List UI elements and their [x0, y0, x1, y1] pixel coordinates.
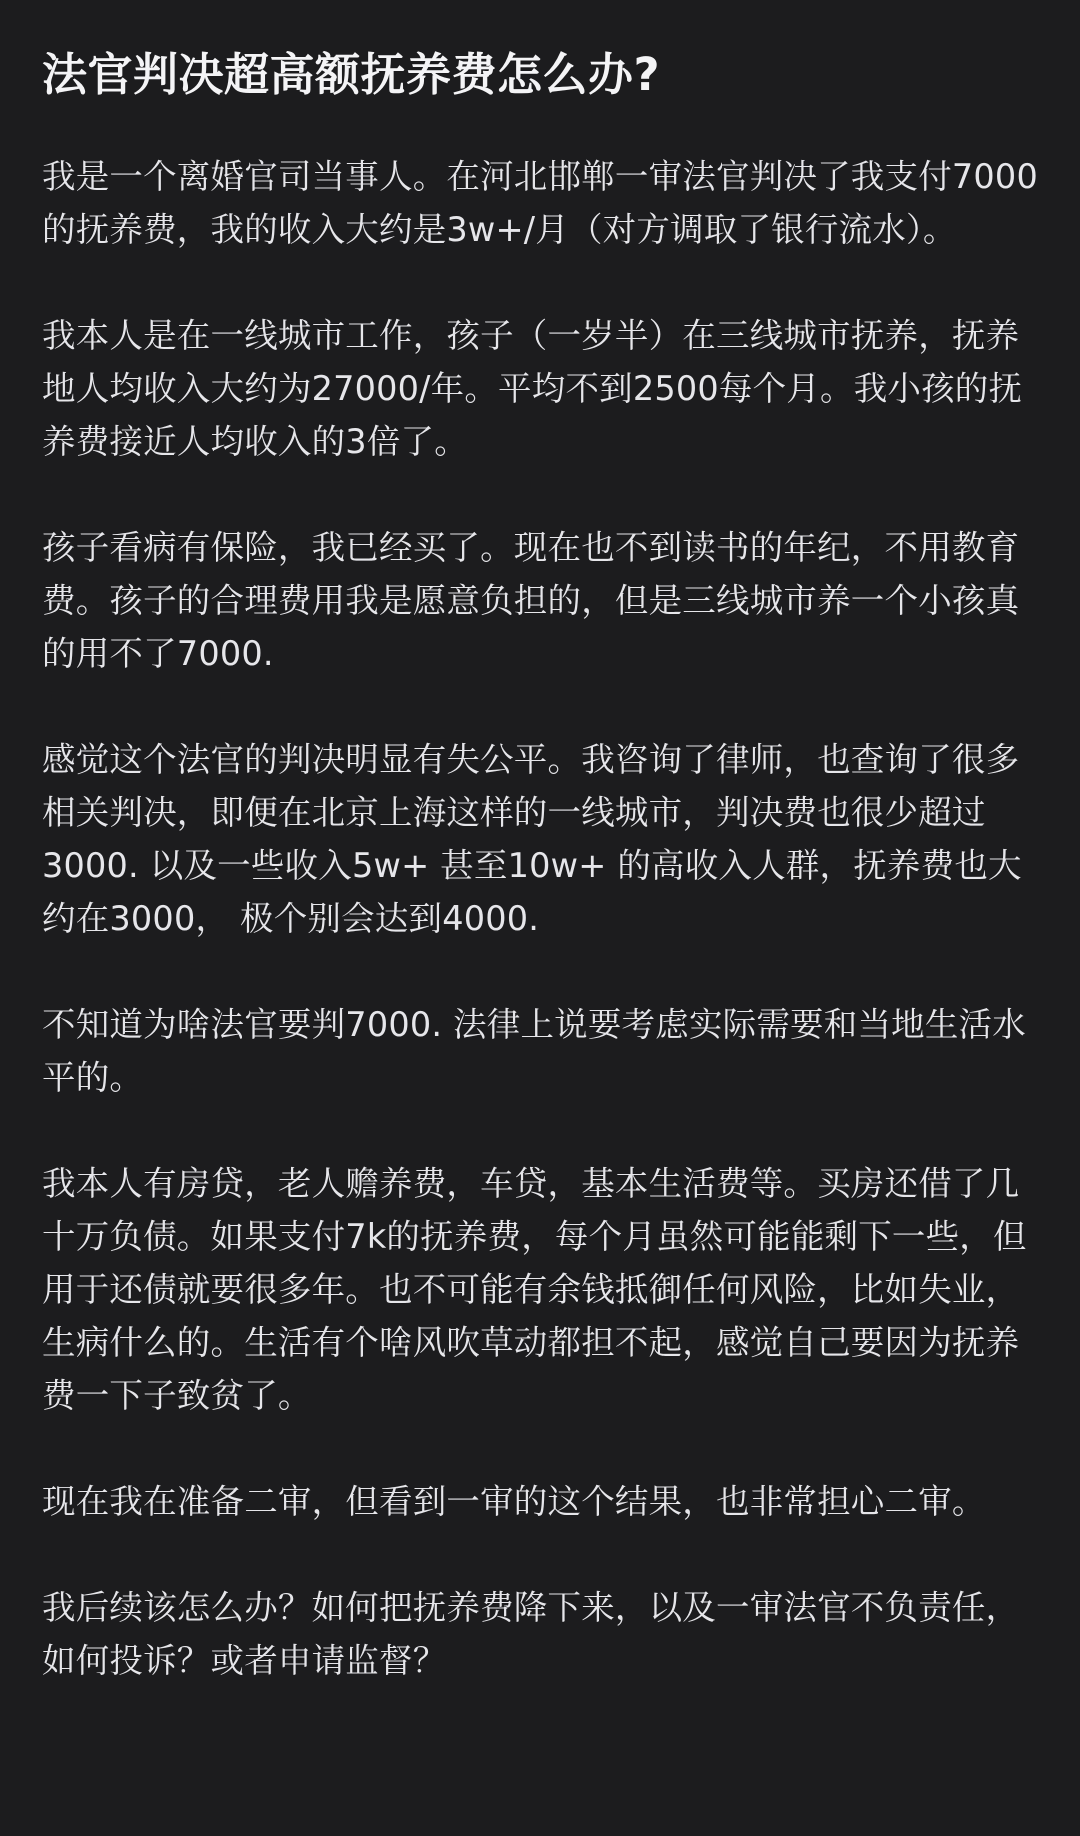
body-paragraph: 孩子看病有保险，我已经买了。现在也不到读书的年纪，不用教育费。孩子的合理费用我是愿意负担的，但是三线城市养一个小孩真的用不了7000.	[42, 528, 1020, 673]
question-body	[42, 150, 1038, 1687]
body-paragraph: 感觉这个法官的判决明显有失公平。我咨询了律师，也查询了很多相关判决，即便在北京上海这样的一线城市，判决费也很少超过3000. 以及一些收入5w+ 甚至10w+ 的高收入人群，抚养费也大约在3000， 极个别会达到4000.	[42, 740, 1022, 938]
body-paragraph: 我是一个离婚官司当事人。在河北邯郸一审法官判决了我支付7000的抚养费，我的收入大约是3w+/月（对方调取了银行流水）。	[42, 157, 1038, 249]
question-title: 法官判决超高额抚养费怎么办?	[42, 48, 661, 101]
body-paragraph: 我本人有房贷，老人赡养费，车贷，基本生活费等。买房还借了几十万负债。如果支付7k的抚养费，每个月虽然可能能剩下一些，但用于还债就要很多年。也不可能有余钱抵御任何风险，比如失业，生病什么的。生活有个啥风吹草动都担不起，感觉自己要因为抚养费一下子致贫了。	[42, 1164, 1027, 1415]
body-paragraph: 我后续该怎么办？如何把抚养费降下来，以及一审法官不负责任，如何投诉？或者申请监督？	[42, 1588, 1020, 1680]
body-paragraph: 我本人是在一线城市工作，孩子（一岁半）在三线城市抚养，抚养地人均收入大约为27000/年。平均不到2500每个月。我小孩的抚养费接近人均收入的3倍了。	[42, 316, 1023, 461]
body-paragraph: 现在我在准备二审，但看到一审的这个结果，也非常担心二审。	[42, 1482, 986, 1521]
body-paragraph: 不知道为啥法官要判7000. 法律上说要考虑实际需要和当地生活水平的。	[42, 1005, 1026, 1097]
